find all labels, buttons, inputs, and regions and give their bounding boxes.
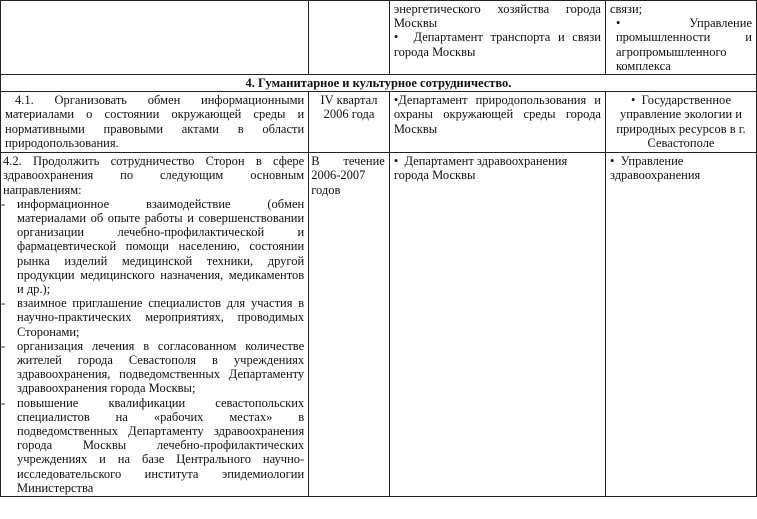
section-row bbox=[1, 75, 757, 92]
measure-cell bbox=[1, 153, 309, 497]
list-item-text: взаимное приглашение специалистов для участия в научно-практических мероприятиях, проводимых Сторонами; bbox=[17, 296, 305, 339]
list-item bbox=[3, 339, 304, 396]
moscow-executor-cell: •Департамент природопользования и охраны окружающей среды города Москвы bbox=[389, 92, 605, 153]
sevastopol-executor-cell bbox=[605, 92, 756, 153]
dash-mark: - bbox=[1, 196, 6, 211]
list-item-text: организация лечения в согласованном количестве жителей города Севастополя в учреждениях здравоохранения, подведомственных Департаменту здравоохранения города Москвы; bbox=[17, 338, 305, 396]
dash-mark: - bbox=[1, 296, 6, 311]
dash-mark: - bbox=[1, 395, 6, 410]
section-heading: 4. Гуманитарное и культурное сотрудничество. bbox=[1, 75, 757, 92]
executor-line: • Управление промышленности и агропромышленного комплекса bbox=[610, 16, 752, 73]
sevastopol-executor-cell bbox=[605, 1, 756, 75]
list-item bbox=[3, 197, 304, 296]
executor-line: • Управление здравоохранения bbox=[610, 154, 700, 182]
term-cell: В течение 2006-2007 годов bbox=[309, 153, 390, 497]
term-cell bbox=[309, 1, 390, 75]
dash-mark: - bbox=[1, 338, 6, 353]
measure-cell bbox=[1, 1, 309, 75]
executor-line: • Департамент здравоохранения города Москвы bbox=[394, 154, 567, 182]
sevastopol-executor-cell bbox=[605, 153, 756, 497]
executor-line: • Государственное управление экологии и природных ресурсов в г. Севастополе bbox=[616, 93, 745, 150]
table-row bbox=[1, 153, 757, 497]
measure-intro: 4.2. Продолжить сотрудничество Сторон в сфере здравоохранения по следующим основным направлениям: bbox=[3, 154, 305, 197]
list-item-text: повышение квалификации севастопольских специалистов на «рабочих местах» в подведомственных Департаменту здравоохранения города Москвы лечебно-профилактических учреждениях и на базе Центрального научно-исследовательского института эпидемиологии Министерства bbox=[17, 395, 305, 495]
executor-line: энергетического хозяйства города Москвы bbox=[393, 2, 601, 31]
list-item-text: информационное взаимодействие (обмен материалами об опыте работы и совершенствовании организации лечебно-профилактической и фармацевтической помощи населению, состоянии рынка изделий медицинской техники, другой продукции медицинского назначения, медикаментов и др.); bbox=[17, 196, 305, 297]
table-row bbox=[1, 1, 757, 75]
executor-line: связи; bbox=[609, 2, 643, 16]
moscow-executor-cell bbox=[389, 1, 605, 75]
term-cell: IV квартал 2006 года bbox=[309, 92, 390, 153]
list-item bbox=[3, 296, 304, 339]
measure-cell: 4.1. Организовать обмен информационными материалами о состоянии окружающей среды и нормативными правовыми актами в области природопользования. bbox=[1, 92, 309, 153]
table-row bbox=[1, 92, 757, 153]
moscow-executor-cell bbox=[389, 153, 605, 497]
list-item bbox=[3, 396, 304, 495]
executor-line: • Департамент транспорта и связи города Москвы bbox=[394, 30, 601, 58]
